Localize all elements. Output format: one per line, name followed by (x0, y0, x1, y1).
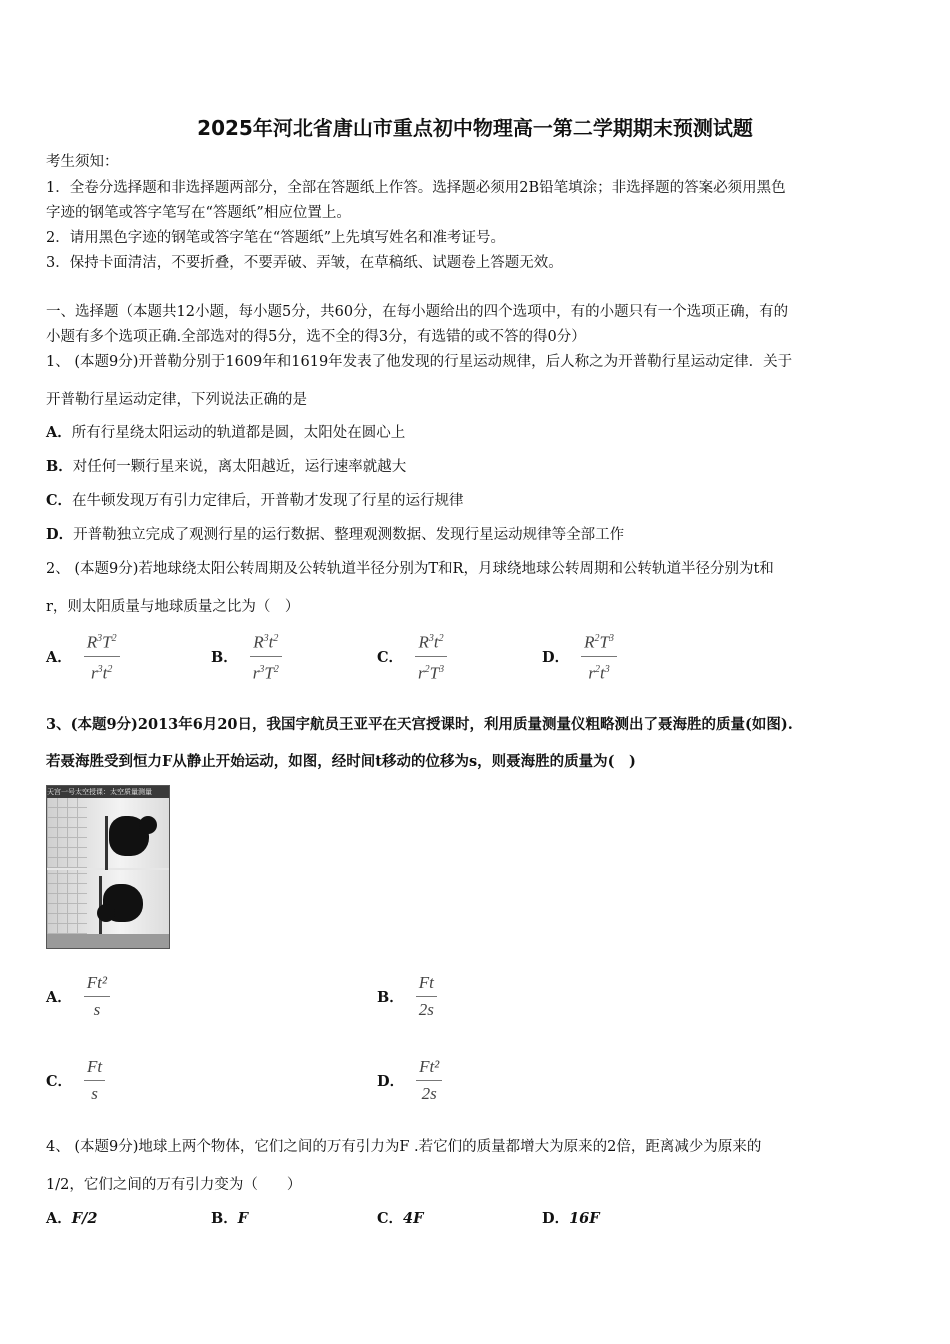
q1-option-d (46, 525, 906, 545)
q1-option-a (46, 423, 906, 443)
fraction-numerator: $R^3t^2$ (418, 632, 444, 652)
option-label: B． (211, 1210, 238, 1227)
option-text: 16F (569, 1210, 600, 1227)
option-text: 4F (403, 1210, 424, 1227)
q2-option-b (211, 628, 282, 684)
q2-stem-line1: 2、 (本题9分)若地球绕太阳公转周期及公转轨道半径分别为T和R，月球绕地球公转周期和公转轨道半径分别为t和 (46, 561, 774, 577)
mass-measurement-photo (46, 785, 170, 949)
option-label: C． (377, 648, 404, 666)
option-label: C． (377, 1210, 404, 1227)
option-text: F (237, 1210, 249, 1227)
fraction (416, 1056, 442, 1105)
fraction-numerator: $R^3T^2$ (86, 632, 117, 652)
q2-option-a (46, 628, 120, 684)
fraction (415, 628, 447, 684)
notice-item-2: 2．请用黑色字迹的钢笔或答字笔在“答题纸”上先填写姓名和准考证号。 (46, 230, 506, 246)
section-heading-line1: 一、选择题（本题共12小题，每小题5分，共60分，在每小题给出的四个选项中，有的小题只有一个选项正确，有的 (46, 304, 789, 320)
section-heading-line2: 小题有多个选项正确.全部选对的得5分，选不全的得3分，有选错的或不答的得0分） (46, 329, 586, 345)
option-label: B． (377, 988, 404, 1006)
notice-item-1-cont: 字迹的钢笔或答字笔写在“答题纸”相应位置上。 (46, 205, 351, 221)
fraction-denominator: $r^3T^2$ (252, 663, 279, 683)
fraction-denominator: $r^3t^2$ (91, 663, 113, 683)
option-label: A． (46, 424, 72, 441)
option-label: B． (46, 458, 73, 475)
q1-option-b (46, 457, 906, 477)
notice-heading: 考生须知： (46, 154, 119, 170)
option-label: A． (46, 648, 72, 666)
q2-option-c (377, 628, 447, 684)
fraction-denominator: $r^2t^3$ (588, 663, 610, 683)
q4-stem-line1: 4、 (本题9分)地球上两个物体，它们之间的万有引力为F .若它们的质量都增大为原来的2倍，距离减少为原来的 (46, 1139, 762, 1155)
fraction-numerator: Ft (418, 972, 434, 992)
fraction-numerator: Ft² (419, 1056, 440, 1076)
q3-stem-line2: 若聂海胜受到恒力F从静止开始运动，如图，经时间t移动的位移为s，则聂海胜的质量为( ) (46, 753, 636, 770)
q4-option-d (542, 1209, 600, 1229)
option-text: 在牛顿发现万有引力定律后，开普勒才发现了行星的运行规律 (72, 493, 464, 509)
option-text: 对任何一颗行星来说，离太阳越近，运行速率就越大 (72, 459, 407, 475)
option-label: A． (46, 988, 72, 1006)
fraction-denominator: 2s (418, 999, 434, 1019)
fraction-denominator: s (91, 1083, 98, 1103)
q1-stem-line2: 开普勒行星运动定律，下列说法正确的是 (46, 392, 307, 408)
q3-option-c (46, 1052, 105, 1108)
option-label: C． (46, 492, 73, 509)
notice-item-1: 1．全卷分选择题和非选择题两部分，全部在答题纸上作答。选择题必须用2B铅笔填涂；非选择题的答案必须用黑色 (46, 180, 786, 196)
q4-option-a (46, 1209, 97, 1229)
q1-stem-line1: 1、 (本题9分)开普勒分别于1609年和1619年发表了他发现的行星运动规律，后人称之为开普勒行星运动定律．关于 (46, 354, 793, 370)
option-label: D． (46, 526, 74, 543)
option-text: F/2 (71, 1210, 98, 1227)
fraction (416, 972, 437, 1021)
q1-option-c (46, 491, 906, 511)
option-text: 所有行星绕太阳运动的轨道都是圆，太阳处在圆心上 (71, 425, 406, 441)
fraction-denominator: $r^2T^3$ (418, 663, 445, 683)
fraction (84, 972, 110, 1021)
q3-option-a (46, 968, 110, 1024)
fraction-numerator: $R^3t^2$ (253, 632, 279, 652)
option-label: A． (46, 1210, 72, 1227)
q3-option-b (377, 968, 437, 1024)
option-text: 开普勒独立完成了观测行星的运行数据、整理观测数据、发现行星运动规律等全部工作 (73, 527, 625, 543)
q2-stem-line2: r，则太阳质量与地球质量之比为（ ） (46, 599, 300, 615)
fraction (84, 628, 120, 684)
q3-option-d (377, 1052, 442, 1108)
q2-option-d (542, 628, 617, 684)
page-title: 2025年河北省唐山市重点初中物理高一第二学期期末预测试题 (197, 116, 753, 140)
q4-option-b (211, 1209, 248, 1229)
option-label: D． (542, 1210, 570, 1227)
fraction-denominator: s (93, 999, 101, 1019)
fraction-numerator: $R^2T^3$ (584, 632, 614, 652)
option-label: C． (46, 1072, 73, 1090)
option-label: D． (377, 1072, 405, 1090)
fraction (84, 1056, 105, 1105)
option-label: B． (211, 648, 238, 666)
notice-item-3: 3．保持卡面清洁，不要折叠，不要弄破、弄皱，在草稿纸、试题卷上答题无效。 (46, 255, 563, 271)
q4-stem-line2: 1/2，它们之间的万有引力变为（ ） (46, 1177, 302, 1193)
fraction-denominator: 2s (421, 1083, 437, 1103)
q3-stem-line1: 3、(本题9分)2013年6月20日，我国宇航员王亚平在天宫授课时，利用质量测量仪粗略测出了聂海胜的质量(如图). (46, 716, 793, 733)
q4-option-c (377, 1209, 423, 1229)
photo-banner: 天宫一号太空授课：太空质量测量 (47, 786, 169, 798)
fraction-numerator: Ft (87, 1056, 103, 1076)
fraction (581, 628, 617, 684)
fraction (250, 628, 282, 684)
fraction-numerator: Ft² (86, 972, 107, 992)
option-label: D． (542, 648, 570, 666)
